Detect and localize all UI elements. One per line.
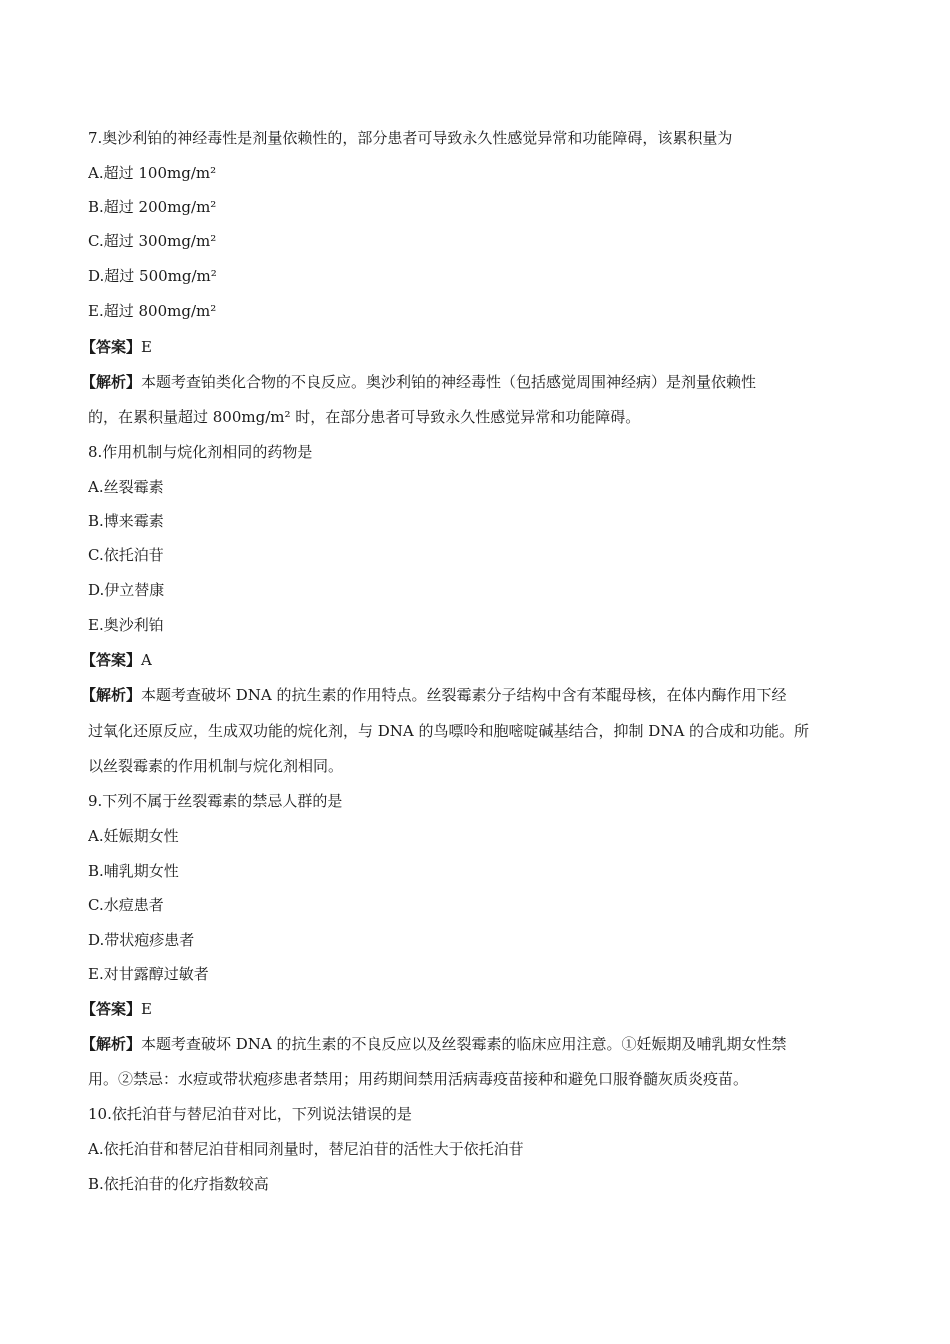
question-8-option-d: D.伊立替康	[88, 581, 165, 599]
question-9-option-b: B.哺乳期女性	[88, 862, 179, 880]
question-9-option-c: C.水痘患者	[88, 896, 164, 914]
question-8-answer	[81, 650, 861, 670]
question-8-analysis-line-2: 过氧化还原反应，生成双功能的烷化剂，与 DNA 的鸟嘌呤和胞嘧啶碱基结合，抑制 DNA 的合成和功能。所	[88, 722, 810, 740]
question-8-option-c: C.依托泊苷	[88, 546, 164, 564]
question-7-option-a: A.超过 100mg/m²	[88, 164, 217, 182]
question-7-option-b: B.超过 200mg/m²	[88, 198, 217, 216]
question-9-option-d: D.带状疱疹患者	[88, 931, 195, 949]
question-9-analysis-line-2: 用。②禁忌：水痘或带状疱疹患者禁用；用药期间禁用活病毒疫苗接种和避免口服脊髓灰质炎疫苗。	[88, 1070, 749, 1088]
question-7-option-d: D.超过 500mg/m²	[88, 267, 217, 285]
question-10-option-b: B.依托泊苷的化疗指数较高	[88, 1175, 269, 1193]
question-9-option-e: E.对甘露醇过敏者	[88, 965, 209, 983]
question-7-analysis-line-2: 的，在累积量超过 800mg/m² 时，在部分患者可导致永久性感觉异常和功能障碍。	[88, 408, 641, 426]
question-8-analysis-line-1	[81, 685, 861, 705]
question-8-option-b: B.博来霉素	[88, 512, 164, 530]
answer-value: E	[141, 1000, 152, 1018]
answer-value: E	[141, 338, 152, 356]
analysis-label: 【解析】	[81, 1035, 142, 1053]
analysis-text: 本题考查破坏 DNA 的抗生素的不良反应以及丝裂霉素的临床应用注意。①妊娠期及哺乳期女性禁	[141, 1035, 787, 1053]
question-9-analysis-line-1	[81, 1034, 861, 1054]
question-9-answer	[81, 999, 861, 1019]
question-7-option-e: E.超过 800mg/m²	[88, 302, 217, 320]
question-10-option-a: A.依托泊苷和替尼泊苷相同剂量时，替尼泊苷的活性大于依托泊苷	[88, 1140, 524, 1158]
answer-label: 【答案】	[81, 338, 142, 356]
question-8-option-e: E.奥沙利铂	[88, 616, 164, 634]
answer-value: A	[141, 651, 152, 669]
question-7-stem: 7.奥沙利铂的神经毒性是剂量依赖性的，部分患者可导致永久性感觉异常和功能障碍，该累积量为	[88, 129, 733, 147]
answer-label: 【答案】	[81, 651, 142, 669]
analysis-label: 【解析】	[81, 373, 142, 391]
question-8-analysis-line-3: 以丝裂霉素的作用机制与烷化剂相同。	[88, 757, 344, 775]
question-8-option-a: A.丝裂霉素	[88, 478, 164, 496]
question-7-analysis-line-1	[81, 372, 861, 392]
question-9-stem: 9.下列不属于丝裂霉素的禁忌人群的是	[88, 792, 343, 810]
question-10-stem: 10.依托泊苷与替尼泊苷对比，下列说法错误的是	[88, 1105, 412, 1123]
question-9-option-a: A.妊娠期女性	[88, 827, 179, 845]
analysis-text: 本题考查铂类化合物的不良反应。奥沙利铂的神经毒性（包括感觉周围神经病）是剂量依赖性	[141, 373, 757, 391]
answer-label: 【答案】	[81, 1000, 142, 1018]
question-7-option-c: C.超过 300mg/m²	[88, 232, 217, 250]
question-8-stem: 8.作用机制与烷化剂相同的药物是	[88, 443, 313, 461]
analysis-label: 【解析】	[81, 686, 142, 704]
analysis-text: 本题考查破坏 DNA 的抗生素的作用特点。丝裂霉素分子结构中含有苯醌母核，在体内酶作用下经	[141, 686, 787, 704]
question-7-answer	[81, 337, 861, 357]
